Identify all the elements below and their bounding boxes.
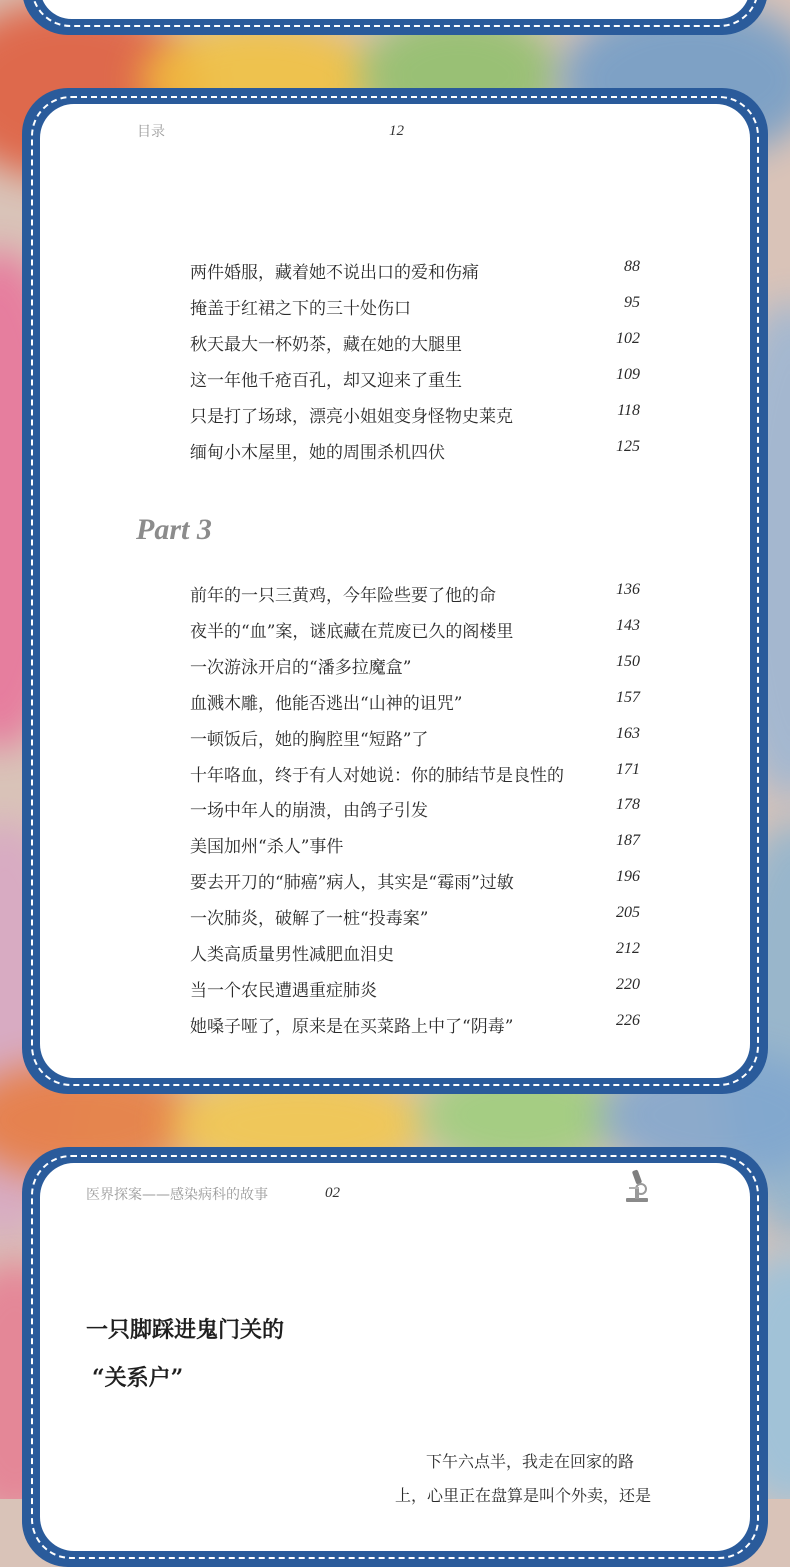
toc-entry-title: 一次肺炎，破解了一桩“投毒案” (190, 909, 429, 930)
toc-entry[interactable] (190, 617, 640, 653)
toc-entry-page: 109 (616, 365, 640, 383)
toc-entry-page: 226 (616, 1011, 640, 1029)
toc-entry-title: 她嗓子哑了，原来是在买菜路上中了“阴毒” (190, 1016, 514, 1037)
toc-entry-page: 125 (616, 437, 640, 455)
toc-entry[interactable] (190, 904, 640, 940)
microscope-icon (622, 1167, 652, 1203)
toc-entry-page: 220 (616, 975, 640, 993)
toc-page-paper (40, 104, 750, 1078)
toc-entry[interactable] (190, 330, 640, 366)
toc-entry-page: 212 (616, 940, 640, 957)
toc-entry[interactable] (190, 832, 640, 868)
chapter-page-number: 02 (325, 1185, 340, 1201)
toc-entry[interactable] (190, 1012, 640, 1048)
toc-entry-page: 118 (617, 401, 640, 419)
toc-header-label: 目录 (137, 124, 165, 140)
toc-entry-title: 只是打了场球，漂亮小姐姐变身怪物史莱克 (190, 406, 513, 427)
toc-page-card (22, 88, 768, 1094)
toc-entry-page: 136 (616, 581, 640, 598)
toc-entry-title: 这一年他千疮百孔，却又迎来了重生 (190, 370, 462, 391)
toc-entry-page: 88 (624, 258, 640, 275)
chapter-title-line1: 一只脚踩进鬼门关的 (86, 1317, 285, 1343)
toc-entry[interactable] (190, 976, 640, 1012)
toc-entry-page: 163 (616, 724, 640, 742)
toc-entry-page: 102 (616, 329, 640, 347)
toc-entry-page: 157 (616, 688, 640, 706)
toc-entry-page: 178 (616, 796, 640, 814)
toc-entry[interactable] (190, 940, 640, 976)
toc-entry-page: 143 (616, 616, 640, 634)
toc-entry-page: 171 (616, 760, 640, 778)
toc-entry[interactable] (190, 258, 640, 294)
toc-entry-page: 187 (616, 832, 640, 850)
toc-entry-title: 夜半的“血”案，谜底藏在荒废已久的阁楼里 (190, 621, 514, 642)
toc-entry-title: 当一个农民遭遇重症肺炎 (190, 980, 377, 1001)
toc-entry[interactable] (190, 761, 640, 797)
toc-entry-title: 一顿饭后，她的胸腔里“短路”了 (190, 729, 429, 750)
toc-entry-title: 一次游泳开启的“潘多拉魔盒” (190, 657, 412, 678)
toc-entry[interactable] (190, 689, 640, 725)
toc-entry-page: 196 (616, 868, 640, 886)
toc-page-number: 12 (389, 123, 404, 139)
toc-entry-title: 人类高质量男性减肥血泪史 (190, 945, 394, 965)
toc-entry-title: 美国加州“杀人”事件 (190, 837, 344, 858)
previous-page-card (22, 0, 768, 35)
toc-entry-title: 前年的一只三黄鸡，今年险些要了他的命 (190, 586, 496, 606)
book-title-header: 医界探案——感染病科的故事 (86, 1187, 268, 1203)
toc-entry-page: 95 (624, 293, 640, 311)
toc-entry-title: 血溅木雕，他能否逃出“山神的诅咒” (190, 693, 463, 714)
toc-entry[interactable] (190, 366, 640, 402)
toc-entry[interactable] (190, 653, 640, 689)
toc-entry-title: 要去开刀的“肺癌”病人，其实是“霉雨”过敏 (190, 873, 514, 894)
toc-entry-page: 205 (616, 904, 640, 922)
toc-entry[interactable] (190, 796, 640, 832)
toc-entry-title: 一场中年人的崩溃，由鸽子引发 (190, 801, 428, 822)
previous-page-paper (40, 0, 750, 19)
body-text-line1: 下午六点半，我走在回家的路 (426, 1452, 635, 1471)
body-text-line2: 上，心里正在盘算是叫个外卖，还是 (395, 1486, 652, 1505)
toc-entry-title: 两件婚服，藏着她不说出口的爱和伤痛 (190, 263, 479, 283)
toc-entry-page: 150 (616, 652, 640, 670)
toc-entry[interactable] (190, 581, 640, 617)
chapter-page-card (22, 1147, 768, 1567)
toc-entry[interactable] (190, 725, 640, 761)
toc-entry[interactable] (190, 868, 640, 904)
toc-entry-title: 秋天最大一杯奶茶，藏在她的大腿里 (190, 334, 462, 355)
toc-entry-title: 缅甸小木屋里，她的周围杀机四伏 (190, 442, 445, 463)
toc-entry-title: 十年咯血，终于有人对她说：你的肺结节是良性的 (190, 765, 564, 786)
toc-entry[interactable] (190, 402, 640, 438)
toc-entry[interactable] (190, 438, 640, 474)
toc-entry[interactable] (190, 294, 640, 330)
part-heading: Part 3 (136, 513, 212, 546)
chapter-title-line2: “关系户” (92, 1365, 184, 1391)
chapter-page-paper (40, 1163, 750, 1551)
toc-entry-title: 掩盖于红裙之下的三十处伤口 (190, 298, 411, 319)
